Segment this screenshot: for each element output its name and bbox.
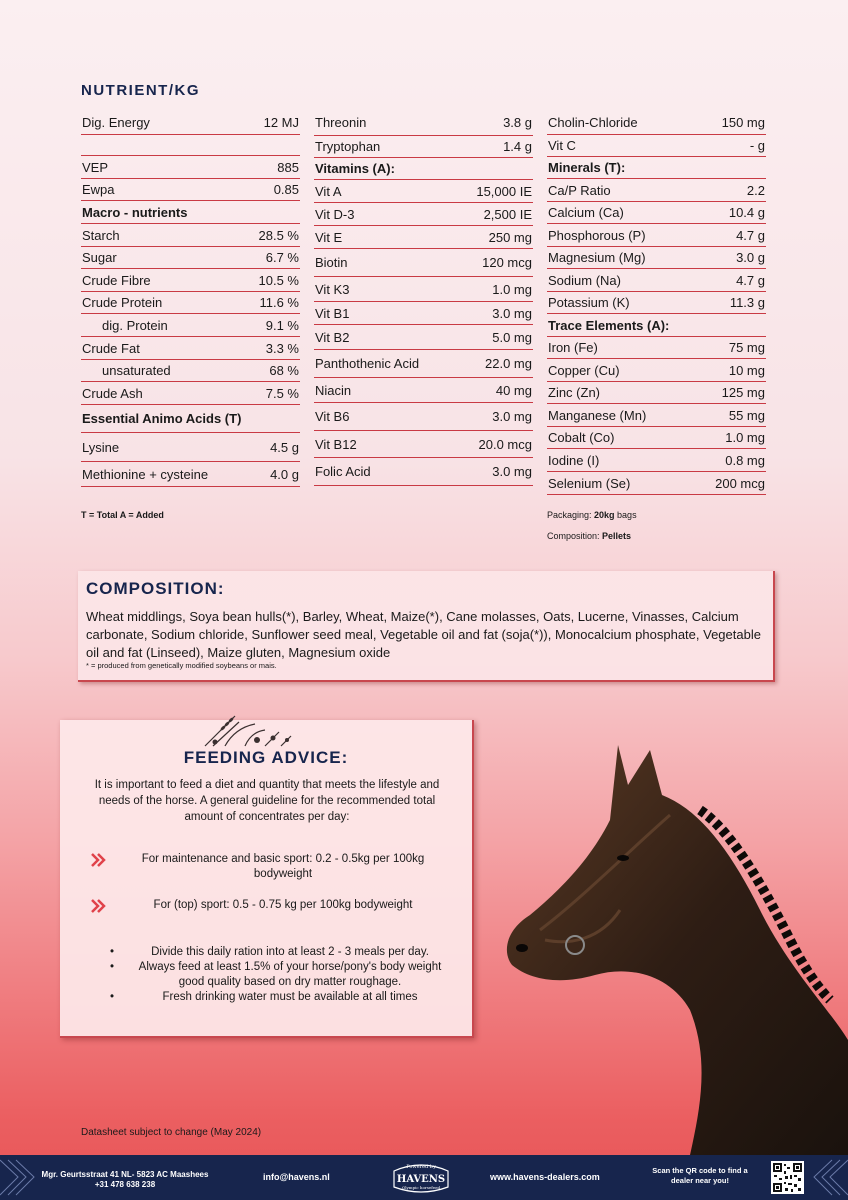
nutrient-label: Tryptophan (315, 139, 381, 154)
nutrient-label: unsaturated (102, 363, 171, 378)
nutrient-label: Vit B6 (315, 409, 350, 424)
nutrient-label: Iodine (I) (548, 452, 600, 468)
composition-line (547, 531, 631, 541)
nutrient-row (547, 382, 766, 404)
nutrient-row (314, 277, 533, 302)
havens-logo-icon (390, 1157, 452, 1198)
nutrient-value: 20.0 mcg (478, 436, 532, 452)
nutrient-row (81, 433, 300, 462)
horse-image (500, 740, 848, 1155)
nutrient-row (547, 292, 766, 314)
nutrient-label: Manganese (Mn) (548, 407, 647, 423)
bullet-text: Fresh drinking water must be available at all times (162, 991, 418, 1003)
qr-code-icon[interactable] (771, 1161, 804, 1194)
nutrient-row (81, 269, 300, 292)
nutrient-row (81, 360, 300, 382)
nutrient-row (547, 224, 766, 247)
nutrient-value: 3.3 % (265, 340, 299, 356)
nutrient-row (547, 179, 766, 202)
nutrient-row (81, 224, 300, 247)
nutrient-label: Cobalt (Co) (548, 430, 615, 445)
nutrient-label: Essential Animo Acids (T) (82, 411, 242, 426)
nutrient-label: Ewpa (82, 182, 115, 197)
nutrient-label: Crude Fibre (82, 272, 151, 288)
feeding-advice-box (60, 720, 474, 1038)
nutrient-row (314, 458, 533, 486)
nutrient-value: 9.1 % (265, 317, 299, 333)
nutrient-label: Starch (82, 227, 120, 243)
nutrient-value: 885 (277, 159, 299, 175)
nutrient-row (81, 462, 300, 487)
nutrient-value: 150 mg (721, 114, 765, 130)
nutrient-label: Magnesium (Mg) (548, 250, 646, 265)
nutrient-column-3 (547, 110, 766, 495)
feeding-title: FEEDING ADVICE: (183, 748, 349, 767)
bullet-icon: • (110, 961, 115, 973)
nutrient-column-1 (81, 110, 300, 487)
nutrient-label: Vitamins (A): (315, 161, 395, 176)
nutrient-label: Phosphorous (P) (548, 227, 646, 243)
nutrient-value: 250 mg (488, 229, 532, 245)
phone-line: +31 478 638 238 (94, 1180, 156, 1189)
nutrient-value: 4.7 g (736, 227, 765, 243)
nutrient-value: 3.8 g (503, 115, 532, 130)
nutrient-title: NUTRIENT/KG (81, 82, 200, 99)
list-item (110, 990, 450, 1005)
nutrient-label: Biotin (315, 255, 348, 270)
nutrient-label: Cholin-Chloride (548, 114, 638, 130)
nutrient-label: Dig. Energy (82, 114, 150, 130)
composition-note: * = produced from genetically modified soybeans or mais. (86, 661, 277, 670)
nutrient-value: 1.4 g (503, 139, 532, 154)
nutrient-row (314, 249, 533, 277)
nutrient-label: Ca/P Ratio (548, 182, 611, 198)
nutrient-row (81, 179, 300, 201)
nutrient-value: 11.6 % (259, 295, 299, 310)
chevron-right-icon (90, 852, 108, 868)
nutrient-value: 68 % (269, 363, 299, 378)
nutrient-row (314, 350, 533, 378)
bullet-text: Always feed at least 1.5% of your horse/pony's body weight good quality based on dry matter roughage. (138, 961, 442, 988)
nutrient-row (81, 382, 300, 405)
nutrient-label: dig. Protein (102, 317, 168, 333)
nutrient-label: Crude Fat (82, 340, 140, 356)
nutrient-row (81, 110, 300, 135)
nutrient-label: Zinc (Zn) (548, 385, 600, 400)
nutrient-value: 40 mg (495, 382, 532, 398)
nutrient-label: Sodium (Na) (548, 272, 621, 288)
nutrient-value: 15,000 IE (476, 183, 532, 199)
pattern-left-icon (0, 1155, 36, 1200)
nutrient-label: Vit E (315, 229, 343, 245)
logo-top-text: Powered by (406, 1164, 436, 1170)
nutrient-row (547, 202, 766, 224)
nutrient-value: 0.85 (273, 182, 299, 197)
nutrient-value: 4.0 g (270, 466, 299, 482)
nutrient-value: 1.0 mg (725, 430, 765, 445)
nutrient-row (547, 449, 766, 472)
composition-line-label: Composition: (547, 531, 603, 541)
nutrient-value: 3.0 mg (492, 305, 532, 321)
nutrient-row (81, 135, 300, 156)
nutrient-label: Calcium (Ca) (548, 205, 624, 220)
nutrient-label: Minerals (T): (548, 160, 626, 175)
nutrient-label: Crude Ash (82, 385, 143, 401)
nutrient-row (81, 314, 300, 337)
nutrient-label: Vit K3 (315, 281, 350, 297)
nutrient-label: Threonin (315, 115, 367, 130)
nutrient-label: Vit B12 (315, 436, 357, 452)
nutrient-label: Macro - nutrients (82, 204, 188, 220)
footer-email[interactable]: info@havens.nl (263, 1172, 330, 1182)
nutrient-label: Iron (Fe) (548, 340, 598, 355)
nutrient-row (314, 136, 533, 158)
nutrient-row (314, 180, 533, 203)
nutrient-row (547, 269, 766, 292)
composition-box (78, 571, 775, 682)
nutrient-value: 200 mcg (715, 475, 765, 491)
packaging-suffix: bags (614, 510, 637, 520)
nutrient-label: Methionine + cysteine (82, 466, 209, 482)
logo-name-text: HAVENS (396, 1174, 446, 1185)
nutrient-value: 2,500 IE (483, 206, 532, 222)
nutrient-label: Folic Acid (315, 464, 371, 479)
nutrient-label: Selenium (Se) (548, 475, 631, 491)
nutrient-row (314, 158, 533, 180)
footer (0, 1155, 848, 1200)
feeding-item-text: For (top) sport: 0.5 - 0.75 kg per 100kg bodyweight (153, 899, 413, 911)
nutrient-value: 3.0 mg (492, 464, 532, 479)
nutrient-row (81, 156, 300, 179)
nutrient-row (81, 292, 300, 314)
nutrient-label: Crude Protein (82, 295, 163, 310)
nutrient-label: Trace Elements (A): (548, 317, 670, 333)
bullet-icon: • (110, 946, 115, 958)
nutrient-value: 120 mcg (482, 255, 532, 270)
nutrient-value: 75 mg (728, 340, 765, 355)
nutrient-row (547, 404, 766, 427)
nutrient-row (547, 157, 766, 179)
nutrient-row (547, 110, 766, 135)
composition-title: COMPOSITION: (86, 579, 225, 598)
legend: T = Total A = Added (81, 510, 164, 520)
nutrient-row (314, 226, 533, 249)
nutrient-label: Vit C (548, 138, 576, 153)
footer-address (40, 1170, 210, 1190)
nutrient-label: Panthothenic Acid (315, 356, 420, 371)
bullet-icon: • (110, 991, 115, 1003)
nutrient-row (547, 359, 766, 382)
footer-website[interactable]: www.havens-dealers.com (490, 1172, 600, 1182)
nutrient-row (547, 314, 766, 337)
nutrient-value: 3.0 mg (492, 409, 532, 424)
nutrient-value: 10.4 g (728, 205, 765, 220)
nutrient-row (81, 337, 300, 360)
nutrient-row (314, 378, 533, 403)
nutrient-column-2 (314, 110, 533, 486)
nutrient-row (547, 427, 766, 449)
nutrient-value: 11.3 g (729, 295, 765, 310)
nutrient-row (81, 405, 300, 433)
nutrient-label: VEP (82, 159, 109, 175)
packaging-value: 20kg (594, 510, 615, 520)
composition-line-value: Pellets (602, 531, 632, 541)
nutrient-label: Vit B2 (315, 329, 350, 345)
logo-sub-text: Olympic horsefeed (401, 1185, 441, 1190)
nutrient-value: 3.0 g (736, 250, 765, 265)
nutrient-value: 12 MJ (263, 114, 299, 130)
chevron-right-icon (90, 898, 108, 914)
footer-qr-text: Scan the QR code to find a dealer near you! (652, 1166, 748, 1185)
nutrient-label: Niacin (315, 382, 352, 398)
nutrient-value: 10.5 % (258, 272, 299, 288)
pattern-right-icon (812, 1155, 848, 1200)
datasheet-note: Datasheet subject to change (May 2024) (81, 1127, 262, 1138)
nutrient-label: Vit D-3 (315, 206, 355, 222)
nutrient-row (314, 110, 533, 136)
nutrient-row (547, 472, 766, 495)
nutrient-value: 22.0 mg (485, 356, 532, 371)
nutrient-label: Copper (Cu) (548, 362, 620, 378)
list-item (110, 945, 450, 960)
nutrient-row (81, 201, 300, 224)
nutrient-row (547, 337, 766, 359)
feeding-intro: It is important to feed a diet and quantity that meets the lifestyle and needs of the horse. A general guideline for the recommended total amount of concentrates per day: (94, 779, 440, 823)
nutrient-value: - g (749, 138, 765, 153)
bullet-text: Divide this daily ration into at least 2 - 3 meals per day. (151, 946, 429, 958)
nutrient-value: 1.0 mg (492, 281, 532, 297)
nutrient-value: 0.8 mg (725, 452, 765, 468)
nutrient-row (314, 325, 533, 350)
nutrient-value: 5.0 mg (492, 329, 532, 345)
list-item (110, 960, 450, 990)
nutrient-row (314, 403, 533, 431)
nutrient-value: 4.7 g (736, 272, 765, 288)
nutrient-value: 55 mg (728, 407, 765, 423)
nutrient-value: 6.7 % (265, 250, 299, 265)
nutrient-row (314, 431, 533, 458)
feeding-bullet-list (110, 945, 450, 1005)
nutrient-row (81, 247, 300, 269)
nutrient-row (314, 203, 533, 226)
nutrient-row (547, 135, 766, 157)
nutrient-row (547, 247, 766, 269)
nutrient-label: Potassium (K) (548, 295, 630, 310)
composition-text: Wheat middlings, Soya bean hulls(*), Barley, Wheat, Maize(*), Cane molasses, Oats, Lucerne, Vinasses, Calcium carbonate, Sodium chloride, Sunflower seed meal, Vegetable oil and fat (soja(*)), Monocalcium phosphate, Vegetable oil and fat (Linseed), Maize gluten, Magnesium oxide (86, 609, 761, 660)
nutrient-value: 7.5 % (265, 385, 299, 401)
nutrient-row (314, 302, 533, 325)
wheat-decoration-icon (195, 710, 305, 748)
nutrient-value: 2.2 (746, 182, 765, 198)
nutrient-label: Vit A (315, 183, 342, 199)
packaging-label: Packaging: (547, 510, 595, 520)
nutrient-label: Vit B1 (315, 305, 350, 321)
packaging-line (547, 510, 637, 520)
feeding-item-text: For maintenance and basic sport: 0.2 - 0.5kg per 100kg bodyweight (141, 853, 425, 880)
nutrient-value: 125 mg (721, 385, 765, 400)
nutrient-label: Lysine (82, 439, 120, 455)
address-line: Mgr. Geurtsstraat 41 NL- 5823 AC Maashees (41, 1170, 209, 1179)
nutrient-label: Sugar (82, 250, 117, 265)
nutrient-value: 4.5 g (270, 439, 299, 455)
nutrient-value: 28.5 % (258, 227, 299, 243)
nutrient-value: 10 mg (728, 362, 765, 378)
